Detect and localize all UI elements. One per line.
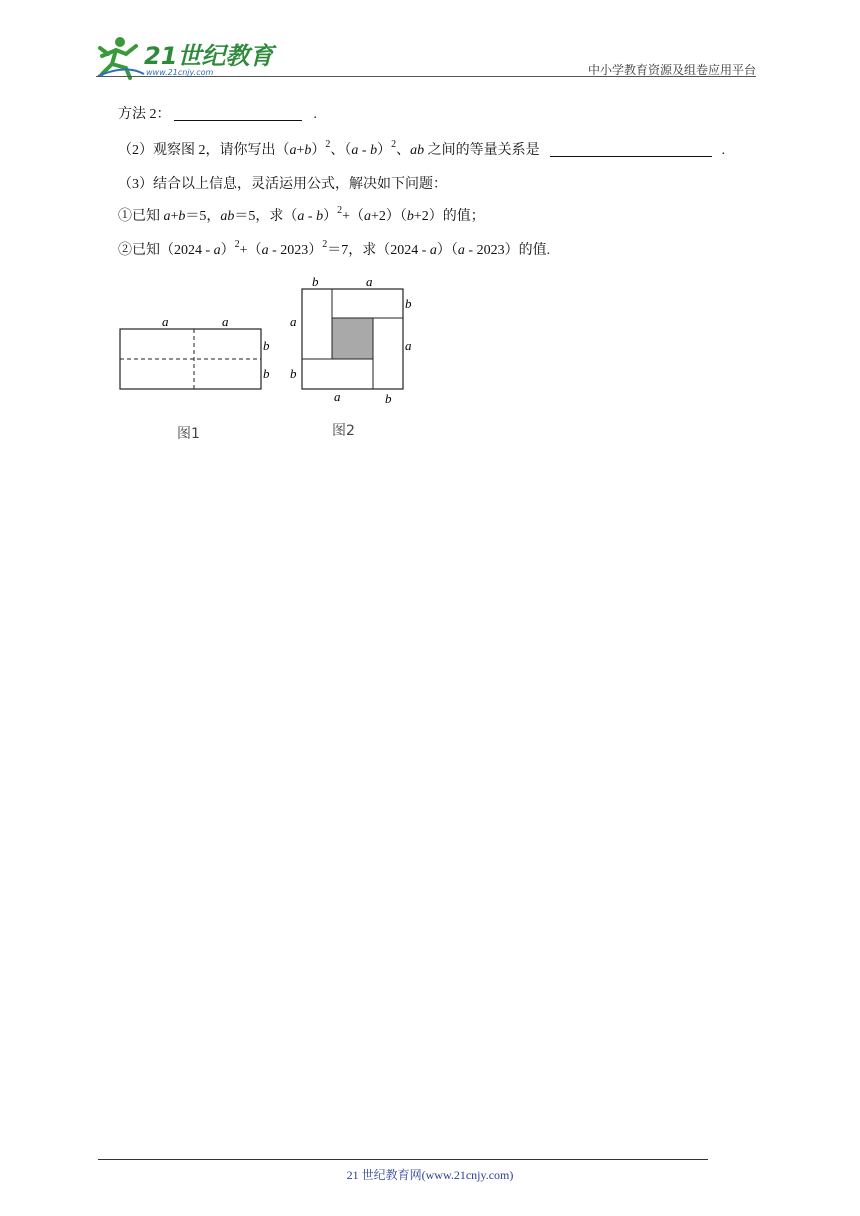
var-a: a [261, 243, 269, 258]
fig1-label-a: a [222, 314, 229, 329]
method2-end: . [313, 107, 317, 122]
var-ab: ab [220, 209, 235, 224]
q2-text: 、（ [330, 143, 352, 158]
q2-text: ） [377, 143, 392, 158]
var-a: a [289, 143, 297, 158]
fig2-caption: 图2 [332, 423, 355, 439]
var-b: b [178, 209, 186, 224]
fig2-label-b: b [312, 274, 319, 289]
p1-text: ＝5， [185, 209, 221, 224]
p2-text: ）（ [436, 243, 458, 258]
fig1-caption: 图1 [177, 426, 200, 442]
q2-text: ） [311, 143, 326, 158]
fig1-label-b: b [263, 338, 270, 353]
q2-text: （2）观察图 2，请你写出（ [118, 143, 290, 158]
problem2-line [118, 239, 551, 260]
header-divider [96, 76, 756, 77]
fig2-label-b: b [385, 391, 392, 406]
footer-divider [98, 1159, 708, 1160]
var-b: b [304, 143, 312, 158]
platform-title: 中小学教育资源及组卷应用平台 [587, 63, 756, 77]
var-a: a [351, 143, 359, 158]
fig2-label-b: b [405, 296, 412, 311]
problem1-line [118, 205, 485, 226]
method2-label: 方法 2： [118, 107, 171, 122]
q2-end: . [721, 143, 726, 158]
var-ab: ab [410, 143, 425, 158]
figure-2 [286, 270, 421, 415]
var-a: a [457, 243, 465, 258]
p1-text: ①已知 [118, 209, 164, 224]
fig2-label-a: a [405, 338, 412, 353]
fig1-label-a: a [162, 314, 169, 329]
var-a: a [163, 209, 171, 224]
p1-text: +（ [342, 209, 364, 224]
exponent: 2 [322, 239, 328, 250]
p2-text: - 2023）的值. [464, 243, 551, 258]
fig1-label-b: b [263, 366, 270, 381]
p2-text: ②已知（2024 - [118, 243, 214, 258]
method2-line [118, 106, 317, 124]
method2-blank[interactable] [174, 106, 302, 121]
var-b: b [370, 143, 378, 158]
p1-text: +2）的值； [413, 209, 485, 224]
exponent: 2 [337, 205, 343, 216]
question3-line: （3）结合以上信息，灵活运用公式，解决如下问题： [118, 177, 447, 192]
var-a: a [297, 209, 305, 224]
site-logo [96, 34, 274, 80]
var-a: a [363, 209, 371, 224]
p1-text: ＝5，求（ [234, 209, 298, 224]
var-a: a [429, 243, 437, 258]
var-b: b [316, 209, 324, 224]
footer-link[interactable]: 21 世纪教育网(www.21cnjy.com) [346, 1168, 514, 1182]
p1-text: ） [323, 209, 338, 224]
var-b: b [406, 209, 414, 224]
q2-answer-blank[interactable] [550, 142, 712, 157]
fig2-label-b: b [290, 366, 297, 381]
runner-icon [98, 37, 144, 78]
fig2-shaded-square [332, 318, 373, 359]
p2-text: +（ [239, 243, 262, 258]
figure-1 [118, 310, 278, 410]
var-a: a [213, 243, 221, 258]
p2-text: - 2023） [268, 243, 323, 258]
p1-text: - [304, 209, 317, 224]
question2-line [118, 139, 726, 160]
exponent: 2 [325, 139, 331, 150]
logo-main-text: 21世纪教育 [144, 42, 274, 70]
q2-text: 之间的等量关系是 [424, 143, 540, 158]
q2-text: - [358, 143, 371, 158]
q2-text: + [296, 143, 305, 158]
p2-text: ） [220, 243, 235, 258]
logo-sub-text: www.21cnjy.com [146, 68, 214, 77]
q2-text: 、 [396, 143, 411, 158]
fig2-label-a: a [290, 314, 297, 329]
p2-text: ＝7，求（2024 - [327, 243, 430, 258]
p1-text: + [170, 209, 179, 224]
fig2-label-a: a [334, 389, 341, 404]
fig2-label-a: a [366, 274, 373, 289]
exponent: 2 [234, 239, 240, 250]
p1-text: +2）（ [370, 209, 407, 224]
exponent: 2 [391, 139, 397, 150]
